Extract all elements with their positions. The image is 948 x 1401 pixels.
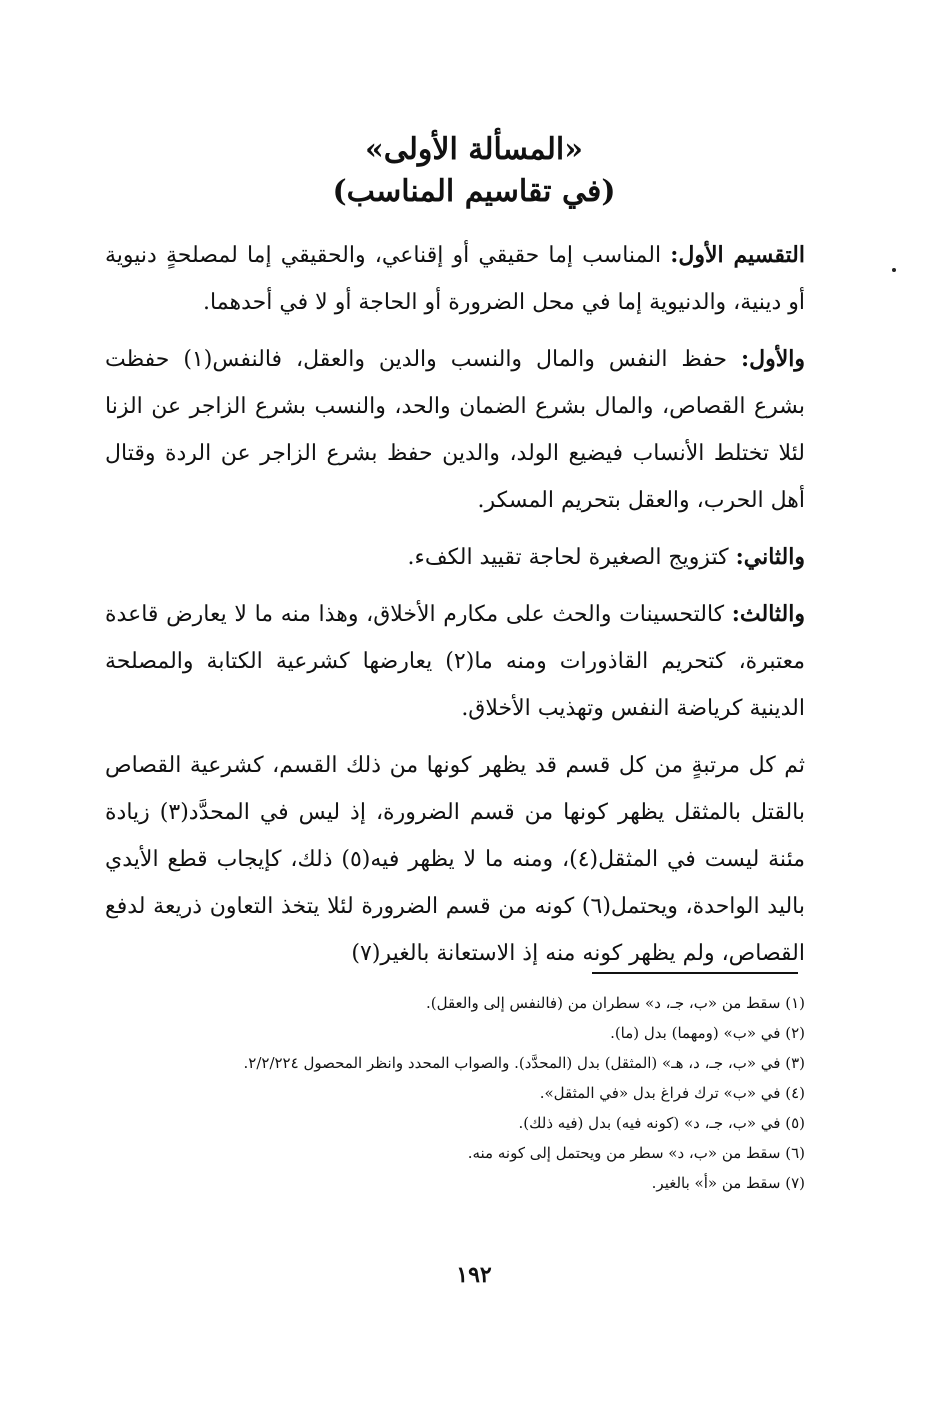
paragraph-4: [105, 591, 805, 732]
paragraph-text: حفظ النفس والمال والنسب والدين والعقل، فالنفس(١) حفظت بشرع القصاص، والمال بشرع الضمان والحد، والنسب بشرع الزاجر عن الزنا لئلا تختلط الأنساب فيضيع الولد، والدين حفظ بشرع الزاجر عن الردة وقتال أهل الحرب، والعقل بتحريم المسكر.: [105, 347, 805, 513]
footnote-5: (٥) في «ب، جـ، د» (كونه فيه) بدل (فيه ذلك).: [518, 1114, 805, 1132]
footnote-6: (٦) سقط من «ب، د» سطر من ويحتمل إلى كونه منه.: [467, 1144, 805, 1162]
footnote-4: (٤) في «ب» ترك فراغ بدل «في المثقل».: [539, 1084, 805, 1102]
page-number: ١٩٢: [456, 1262, 492, 1288]
paragraph-2: [105, 336, 805, 524]
body-text: [105, 232, 805, 987]
footnote-2: (٢) في «ب» (ومهما) بدل (ما).: [610, 1024, 805, 1042]
paragraph-text: ثم كل مرتبةٍ من كل قسم قد يظهر كونها من ذلك القسم، كشرعية القصاص بالقتل بالمثقل يظهر كونها من قسم الضرورة، إذ ليس في المحدَّد(٣) زيادة مئنة ليست في المثقل(٤)، ومنه ما لا يظهر فيه(٥) ذلك، كإيجاب قطع الأيدي باليد الواحدة، ويحتمل(٦) كونه من قسم الضرورة لئلا يتخذ التعاون ذريعة لدفع القصاص، ولم يظهر كونه منه إذ الاستعانة بالغير(٧): [105, 753, 806, 966]
paragraph-text: المناسب إما حقيقي أو إقناعي، والحقيقي إما لمصلحةٍ دنيوية أو دينية، والدنيوية إما في محل الضرورة أو الحاجة أو لا في أحدهما.: [105, 243, 805, 315]
footnote-7: (٧) سقط من «أ» بالغير.: [651, 1174, 805, 1192]
paragraph-lead: والأول:: [740, 346, 805, 372]
paragraph-text: كالتحسينات والحث على مكارم الأخلاق، وهذا منه ما لا يعارض قاعدة معتبرة، كتحريم القاذورات ومنه ما(٢) يعارضها كشرعية الكتابة والمصلحة الدينية كرياضة النفس وتهذيب الأخلاق.: [105, 602, 806, 721]
section-title: «المسألة الأولى»: [365, 132, 583, 167]
paragraph-text: كتزويج الصغيرة لحاجة تقييد الكفء.: [407, 545, 736, 570]
footnote-1: (١) سقط من «ب، جـ، د» سطران من (فالنفس إلى والعقل).: [425, 994, 805, 1012]
paragraph-lead: والثالث:: [731, 601, 805, 627]
paragraph-lead: والثاني:: [735, 544, 805, 570]
paragraph-1: [105, 232, 805, 326]
paragraph-lead: التقسيم الأول:: [670, 242, 805, 268]
margin-mark: [892, 268, 896, 272]
footnotes: [110, 988, 805, 1198]
paragraph-5: [105, 742, 805, 977]
section-subtitle: (في تقاسيم المناسب): [332, 174, 616, 209]
footnote-separator: [592, 972, 798, 974]
footnote-3: (٣) في «ب، جـ، د، هـ» (المثقل) بدل (المحدَّد). والصواب المحدد وانظر المحصول ٢/٢/٢٢٤.: [243, 1054, 805, 1072]
paragraph-3: [105, 534, 805, 581]
